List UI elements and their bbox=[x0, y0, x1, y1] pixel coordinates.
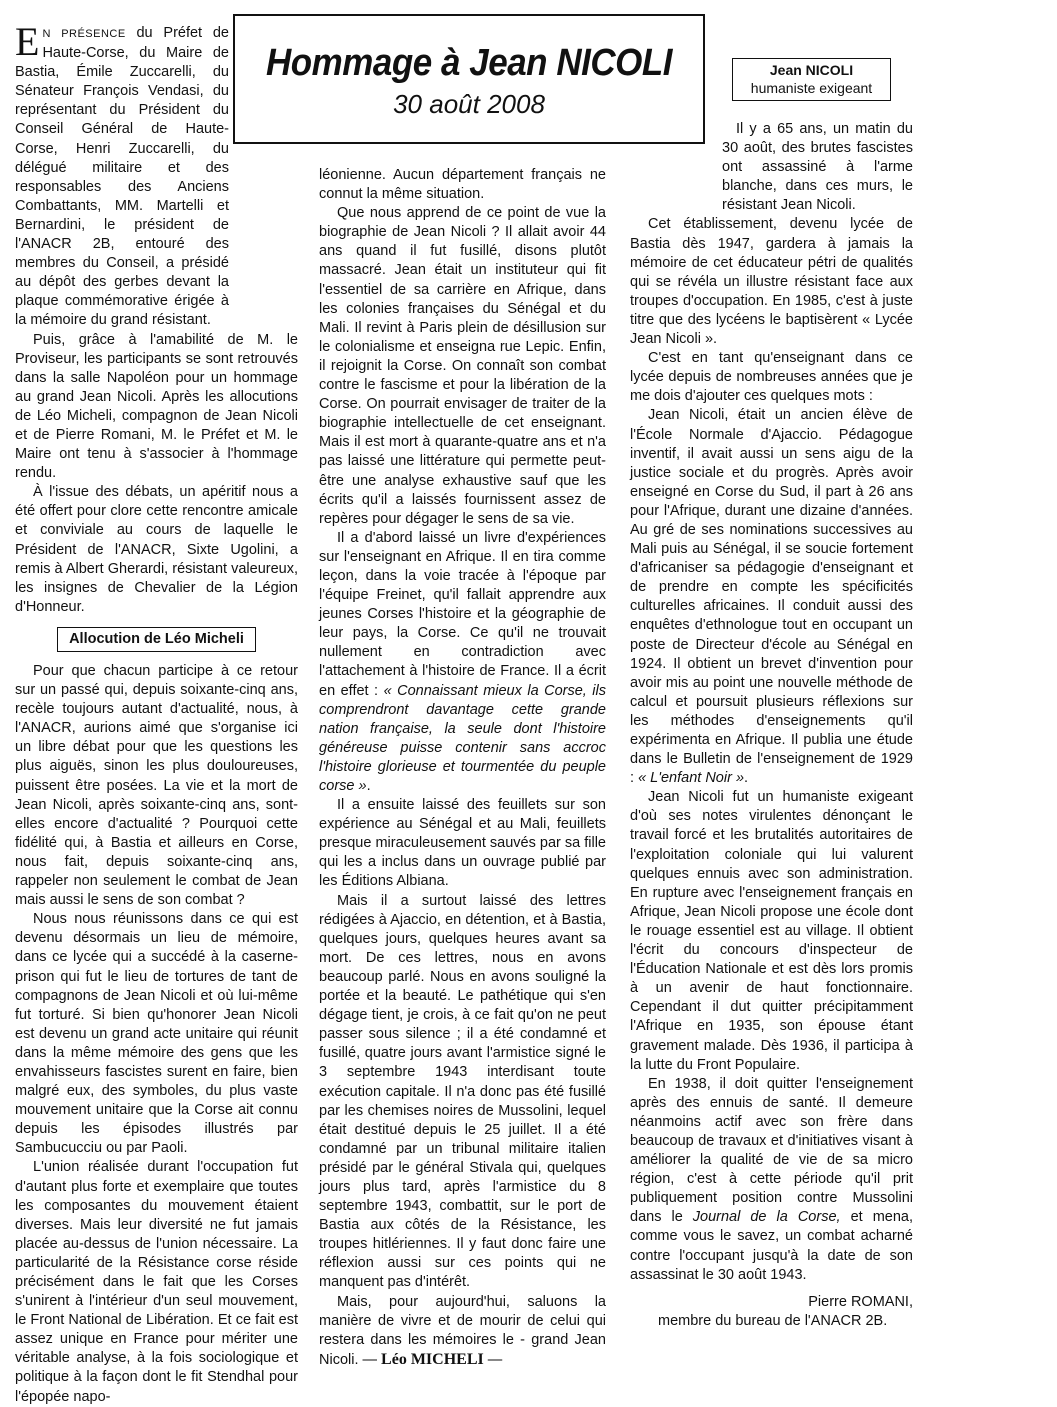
intro-smallcaps: N PRÉSENCE bbox=[42, 28, 126, 40]
paragraph: À l'issue des débats, un apéritif nous a été offert pour clore cette rencontre amicale et conviviale au cours de laquelle le Président de l'ANACR, Sixte Ugolini, a remis à Albert Gherardi, résistant valeureux, les insignes de Chevalier de la Légion d'Honneur. bbox=[15, 484, 298, 615]
author-box bbox=[732, 58, 891, 101]
paragraph: Mais il a surtout laissé des lettres rédigées à Ajaccio, en détention, et à Bastia, quelques jours, quelques heures avant sa mort. De ces lettres, nous en avons beaucoup parlé. Nous en avons souligné la portée et la beauté. Le pathétique qui s'en dégage tient, je crois, à ce fait qu'on ne peut passer sous silence ; il a été condamné et fusillé, quatre jours avant l'armistice signé le 3 septembre 1943 interdisant toute exécution capitale. Il n'a donc pas été fusillé par les chemises noires de Mussolini, lequel était destitué depuis le 25 juillet. Il a été condamné par un tribunal militaire italien présidé par le général Stivala qui, quelques jours plus tard, après l'armistice du 8 septembre 1943, combattit, sur le port de Bastia aux côtés de la Résistance, les troupes hitlériennes. Il y faut donc faire une réflexion aussi sur ces points qui ne manquent pas d'intérêt. bbox=[319, 892, 606, 1291]
paragraph: Pour que chacun participe à ce retour sur un passé qui, depuis soixante-cinq ans, recèle toujours autant d'actualité, nous, à l'ANACR, aurions aimé que s'organise ici un libre débat pour que les questions les plus aiguës, sinon les plus douloureuses, puissent être posées. La vie et la mort de Jean Nicoli, après soixante-cinq ans, sont-elles encore d'actualité ? Pourquoi cette fidélité qui, à Bastia et ailleurs en Corse, nous fait, depuis soixante-cinq ans, rappeler non seulement le combat de Jean mais aussi le sens de son combat ? bbox=[15, 663, 298, 909]
paragraph: Cet établissement, devenu lycée de Bastia dès 1947, gardera à jamais la mémoire de cet éducateur pétri de qualités qui se révéla un illustre résistant face aux troupes d'occupation. En 1985, c'est à juste titre que des lycéens le baptisèrent « Lycée Jean Nicoli ». bbox=[630, 216, 913, 348]
page-title: Hommage à Jean NICOLI bbox=[265, 42, 673, 84]
column-1 bbox=[15, 19, 298, 1407]
paragraph: Il a ensuite laissé des feuillets sur son expérience au Sénégal et au Mali, feuillets presque miraculeusement sauvés par sa fille qui les a inclus dans un ouvrage publié par les Éditions Albiana. bbox=[319, 797, 606, 890]
paragraph-text: et mena, comme vous le savez, un combat acharné contre l'occupant jusqu'à la date de son assassinat le 30 août 1943. bbox=[630, 1209, 913, 1283]
column-2 bbox=[319, 166, 606, 1370]
signature-role: membre du bureau de l'ANACR 2B. bbox=[658, 1312, 888, 1329]
paragraph-text: . bbox=[744, 770, 749, 787]
page-date: 30 août 2008 bbox=[393, 89, 545, 119]
column-3 bbox=[630, 120, 913, 1331]
paragraph: Puis, grâce à l'amabilité de M. le Proviseur, les participants se sont retrouvés dans la salle Napoléon pour un hommage au grand Jean Nicoli. Après les allocutions de Léo Micheli, compagnon de Jean Nicoli et de Pierre Romani, M. le Préfet et M. le Maire ont tenu à s'associer à l'hommage rendu. bbox=[15, 331, 298, 482]
quote-text: « L'enfant Noir » bbox=[638, 770, 745, 787]
paragraph: C'est en tant qu'enseignant dans ce lycée depuis de nombreuses années que je me dois d'ajouter ces quelques mots : bbox=[630, 350, 913, 405]
paragraph: L'union réalisée durant l'occupation fut d'autant plus forte et exemplaire que toutes les composantes du mouvement étaient diverses. Mais leur diversité ne fut jamais placée au-dessus de l'union nécessaire. La particularité de la Résistance corse réside précisément dans le fait que les Corses s'unirent à l'intérieur d'un seul mouvement, le Front National de Libération. Et ce fait est assez unique en France pour mériter une véritable analyse, à la fois sociologique et politique à la façon dont le fit Stendhal pour l'épopée napo- bbox=[15, 1159, 298, 1405]
paragraph: Il y a 65 ans, un matin du 30 août, des brutes fascistes ont assassiné à l'arme blanche, dans ces murs, le résistant Jean Nicoli. bbox=[722, 121, 913, 214]
paragraph: Que nous apprend de ce point de vue la biographie de Jean Nicoli ? Il allait avoir 44 ans quand il fut fusillé, disons plutôt massacré. Jean était un instituteur qui fit l'essentiel de sa carrière en Afrique, dans les colonies françaises du Sénégal et du Mali. Il revint à Paris plein de désillusion sur le colonialisme et enseigna rue Lepic. Enfin, il rejoignit la Corse. On connaît son combat contre le fascisme et pour la libération de la Corse. On pourrait envisager de traiter de la biographie intellectuelle de cet enseignant. Mais il est mort à quarante-quatre ans et n'a pas laissé une littérature qui permette peut-être une analyse exhaustive sauf que les écrits qu'il a laissés fournissent assez de repères pour dégager le sens de sa vie. bbox=[319, 205, 606, 527]
signature-name: Pierre ROMANI, bbox=[808, 1293, 913, 1310]
paragraph: léonienne. Aucun département français ne connut la même situation. bbox=[319, 167, 606, 203]
signature-leo-micheli: Léo MICHELI bbox=[381, 1350, 484, 1368]
author-box-name: Jean NICOLI bbox=[769, 62, 854, 78]
paragraph bbox=[630, 406, 913, 788]
paragraph bbox=[319, 1293, 606, 1370]
intro-text: du Préfet de Haute-Corse, du Maire de Bastia, Émile Zuccarelli, du Sénateur François Vendasi, du représentant du Président du Conseil Général de Haute-Corse, Henri Zuccarelli, du délégué militaire et des responsables des Anciens Combattants, MM. Martelli et Bernardini, le président de l'ANACR 2B, entouré des membres du Conseil, a présidé au dépôt des gerbes devant la plaque commémorative érigée à la mémoire du grand résistant. bbox=[15, 25, 229, 329]
journal-title: Journal de la Corse, bbox=[692, 1209, 841, 1226]
paragraph: Jean Nicoli fut un humaniste exigeant d'où ses notes virulentes dénonçant le travail forcé et les brutalités autoritaires de l'exploitation coloniale qui lui valurent quelques ennuis avec son administration. En rupture avec l'enseignement français en Afrique, Jean Nicoli propose une école dont le rouage essentiel est au village. Il obtient l'écrit du concours d'inspecteur de l'Éducation Nationale et est dès lors promis à un avenir de haut fonctionnaire. Cependant il dut quitter précipitamment l'Afrique en 1935, son épouse étant gravement malade. Dès 1936, il participa à la lutte du Front Populaire. bbox=[630, 789, 913, 1073]
paragraph-text: Jean Nicoli, était un ancien élève de l'École Normale d'Ajaccio. Pédagogue inventif, il avait aussi un sens aigu de la justice sociale et du progrès. Après avoir enseigné en Corse du Sud, il part à 26 ans pour l'Afrique, durant une dizaine d'années. Au gré de ses nominations successives au Mali puis au Sénégal, il se soucie fortement d'africaniser sa pédagogie d'enseignant et de prendre en compte les spécificités culturelles africaines. Il conduit aussi des enquêtes d'ethnologue tout en occupant un poste de Directeur d'école au Sénégal en 1924. Il obtient un brevet d'invention pour avoir mis au point une nouvelle méthode de calcul et poursuit plusieurs réflexions sur les méthodes d'enseignements qu'il expérimenta en Afrique. Il publia une étude dans le Bulletin de l'enseignement de 1929 : bbox=[630, 407, 913, 787]
dropcap: E bbox=[15, 19, 40, 64]
paragraph bbox=[319, 529, 606, 796]
paragraph: Nous nous réunissons dans ce qui est devenu désormais un lieu de mémoire, dans ce lycée qui a succédé à la caserne-prison qui fut le lieu de tortures de tant de compagnons de Jean Nicoli et où lui-même fut torturé. Si bien qu'honorer Jean Nicoli est devenu un grand acte unitaire qui réunit dans la même mémoire des gens que les envahisseurs fascistes surent en faire, bien malgré eux, des symboles, du plus vaste mouvement unitaire que la Corse ait connu depuis les épisodes illustrés par Sambucucciu ou par Paoli. bbox=[15, 911, 298, 1157]
section-heading: Allocution de Léo Micheli bbox=[57, 627, 256, 652]
paragraph-text: Mais, pour aujourd'hui, saluons la manière de vivre et de mourir de celui qui restera dans les mémoires le - grand Jean Nicoli. — bbox=[319, 1293, 606, 1368]
paragraph-text: Il a d'abord laissé un livre d'expériences sur l'enseignant en Afrique. Il en tira comme leçon, dans la voie tracée à l'époque par l'équipe Freinet, qu'il fallait apprendre aux jeunes Corses l'histoire et la géographie de leur pays, la Corse. Ce qu'il ne trouvait nullement en contradiction avec l'attachement à l'histoire de France. Il a écrit en effet : bbox=[319, 529, 606, 699]
paragraph-text: . bbox=[366, 778, 371, 794]
quote-text: « Connaissant mieux la Corse, ils comprendront davantage cette grande nation française, la seule dont l'histoire généreuse puisse contenir sans accroc l'histoire glorieuse et tourmentée du peuple corse » bbox=[319, 682, 606, 794]
paragraph bbox=[630, 1075, 913, 1285]
intro-paragraph bbox=[15, 19, 229, 331]
author-box-subtitle: humaniste exigeant bbox=[750, 80, 873, 96]
intro-block bbox=[15, 19, 229, 331]
signature-dash: — bbox=[483, 1351, 503, 1368]
paragraph-text: En 1938, il doit quitter l'enseignement après des ennuis de santé. Il demeure néanmoins actif avec son frère dans beaucoup de travaux et d'initiatives visant à améliorer la qualité de vie de sa micro région, c'est à cette période qu'il prit publiquement position contre Mussolini dans le bbox=[630, 1075, 913, 1226]
